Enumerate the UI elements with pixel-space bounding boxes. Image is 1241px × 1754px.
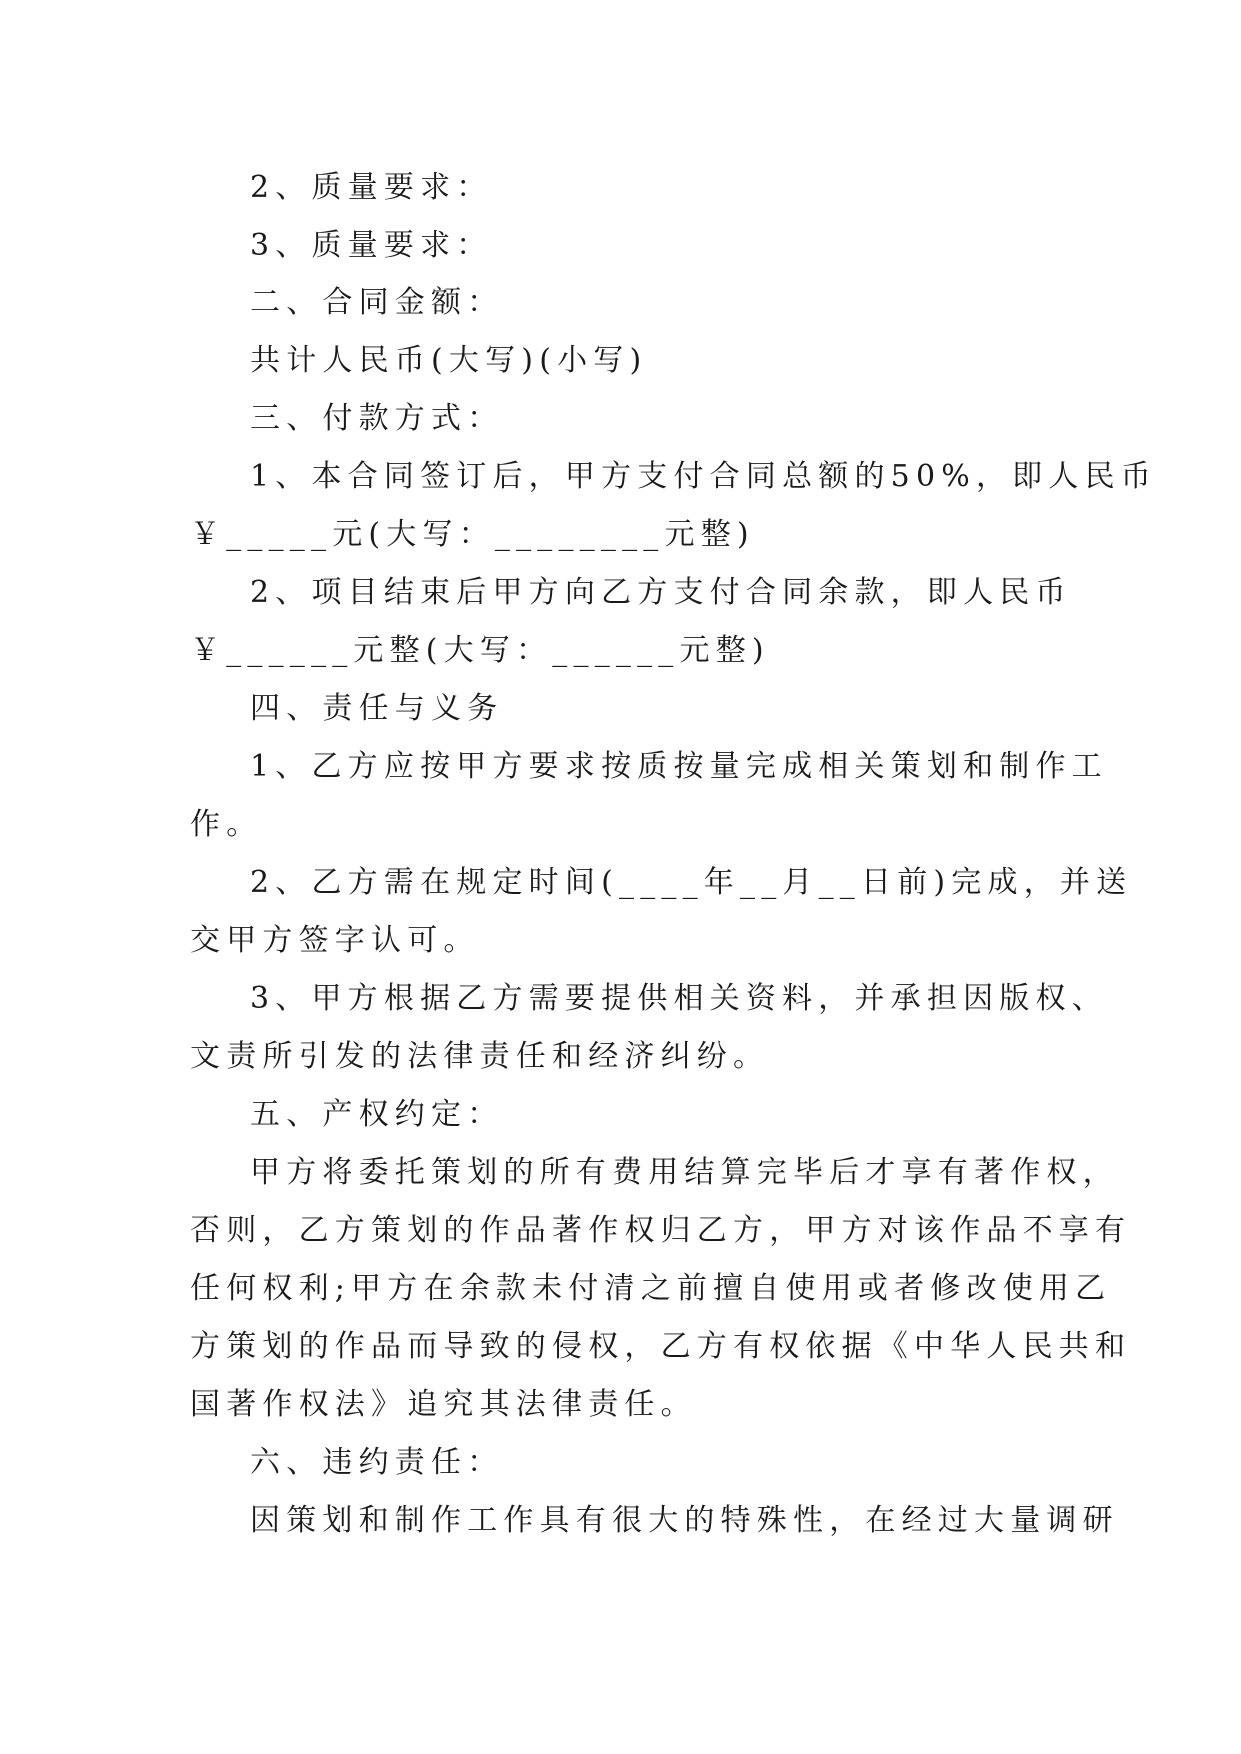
section-heading: 二、合同金额： <box>250 285 504 320</box>
text-line: 3、甲方根据乙方需要提供相关资料，并承担因版权、 <box>250 981 1108 1016</box>
text-line: 甲方将委托策划的所有费用结算完毕后才享有著作权， <box>250 1155 1119 1190</box>
text-line: 国著作权法》追究其法律责任。 <box>190 1387 697 1422</box>
text-line: 2、项目结束后甲方向乙方支付合同余款，即人民币 <box>250 575 1072 610</box>
text-line: ￥_____元(大写：________元整) <box>190 517 755 552</box>
text-line: 文责所引发的法律责任和经济纠纷。 <box>190 1039 770 1074</box>
text-line: 作。 <box>190 807 263 842</box>
text-line: 1、本合同签订后，甲方支付合同总额的50%，即人民币 <box>250 459 1157 494</box>
text-line: 共计人民币(大写)(小写) <box>250 343 648 378</box>
text-line: ￥______元整(大写：______元整) <box>190 633 770 668</box>
section-heading: 五、产权约定： <box>250 1097 504 1132</box>
text-line: 1、乙方应按甲方要求按质按量完成相关策划和制作工 <box>250 749 1108 784</box>
section-heading: 六、违约责任： <box>250 1445 504 1480</box>
text-line: 2、乙方需在规定时间(____年__月__日前)完成，并送 <box>250 865 1133 900</box>
text-line: 任何权利;甲方在余款未付清之前擅自使用或者修改使用乙 <box>190 1271 1112 1306</box>
text-line: 方策划的作品而导致的侵权，乙方有权依据《中华人民共和 <box>190 1329 1132 1364</box>
section-heading: 四、责任与义务 <box>250 691 504 726</box>
text-line: 2、质量要求： <box>250 170 493 205</box>
text-line: 否则，乙方策划的作品著作权归乙方，甲方对该作品不享有 <box>190 1213 1132 1248</box>
text-line: 交甲方签字认可。 <box>190 923 480 958</box>
text-line: 3、质量要求： <box>250 228 493 263</box>
section-heading: 三、付款方式： <box>250 401 504 436</box>
text-line: 因策划和制作工作具有很大的特殊性，在经过大量调研 <box>250 1503 1119 1538</box>
